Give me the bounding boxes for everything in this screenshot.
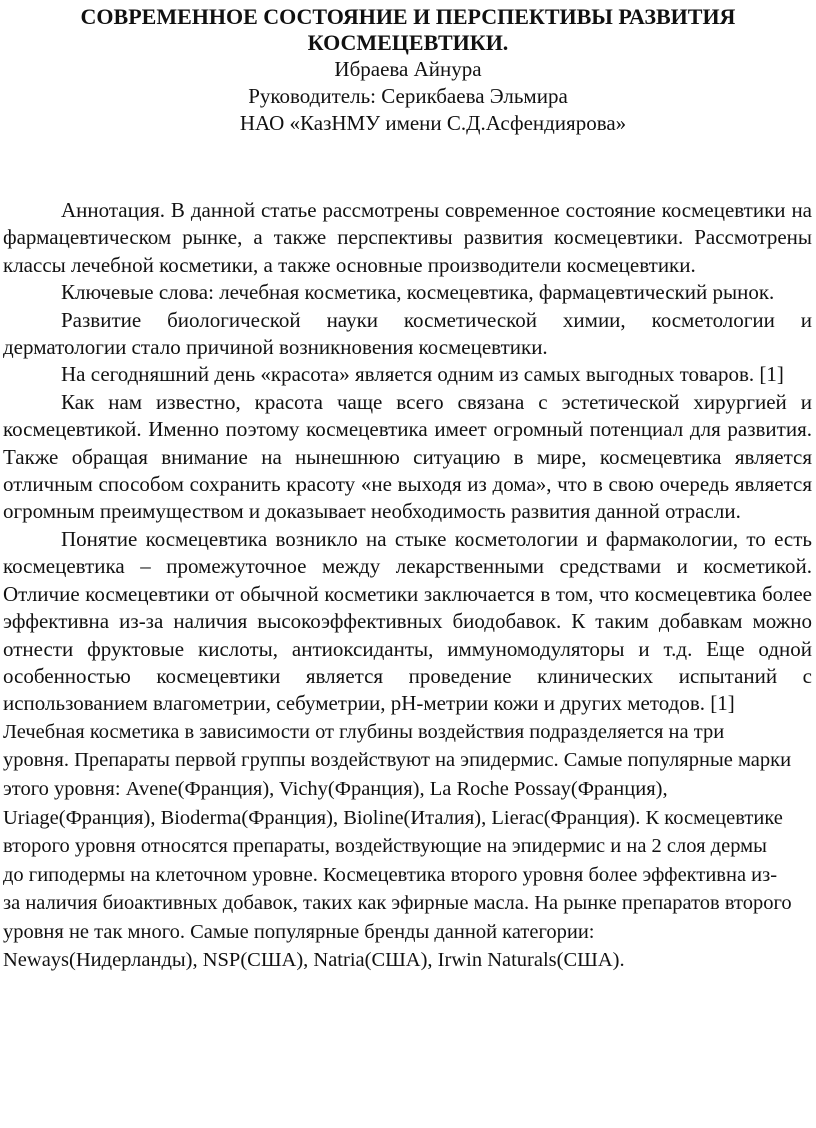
organization-name: НАО «КазНМУ имени С.Д.Асфендиярова»: [239, 111, 627, 135]
advisor-name: Руководитель: Серикбаева Эльмира: [248, 84, 568, 108]
author-name: Ибраева Айнура: [334, 57, 482, 81]
article-meta: [0, 56, 816, 137]
paragraph-levels: Лечебная косметика в зависимости от глубины воздействия подразделяется на три уровня. Препараты первой группы воздействуют на эпидермис. Самые популярные марки этого уровня: Avene(Франция), Vichy(Франция), La Roche Possay(Франция), Uriage(Франция), Bioderma(Франция), Bioline(Италия), Lierac(Франция). К космецевтике второго уровня относятся препараты, воздействующие на эпидермис и на 2 слоя дермы до гиподермы на клеточном уровне. Космецевтика второго уровня более эффективна из-за наличия биоактивных добавок, таких как эфирные масла. На рынке препаратов второго уровня не так много. Самые популярные бренды данной категории: Neways(Нидерланды), NSP(США), Natria(США), Irwin Naturals(США).: [3, 720, 792, 972]
paragraph-potential: Как нам известно, красота чаще всего связана с эстетической хирургией и космецевтикой. Именно поэтому космецевтика имеет огромный потенциал для развития. Также обращая внимание на нынешнюю ситуацию в мире, космецевтика является отличным способом сохранить красоту «не выходя из дома», что в свою очередь является огромным преимуществом и доказывает необходимость развития данной отрасли.: [3, 389, 812, 524]
article-title-line-2: КОСМЕЦЕВТИКИ.: [307, 30, 509, 55]
paragraph-origin: Развитие биологической науки косметической химии, косметологии и дерматологии стало причиной возникновения космецевтики.: [3, 307, 812, 360]
article-title-line-1: СОВРЕМЕННОЕ СОСТОЯНИЕ И ПЕРСПЕКТИВЫ РАЗВИТИЯ: [80, 4, 736, 29]
article-title: [40, 4, 776, 56]
paragraph-beauty: На сегодняшний день «красота» является одним из самых выгодных товаров. [1]: [61, 362, 784, 387]
spacer: [0, 137, 816, 197]
article-body: [3, 197, 812, 975]
paragraph-definition: Понятие космецевтика возникло на стыке косметологии и фармакологии, то есть космецевтика – промежуточное между лекарственными средствами и косметикой. Отличие космецевтики от обычной косметики заключается в том, что космецевтика более эффективна из-за наличия высокоэффективных биодобавок. К таким добавкам можно отнести фруктовые кислоты, антиоксиданты, иммуномодуляторы и т.д. Еще одной особенностью космецевтики является проведение клинических испытаний с использованием влагометрии, себуметрии, pH-метрии кожи и других методов. [1]: [3, 526, 812, 716]
paragraph-keywords: Ключевые слова: лечебная косметика, космецевтика, фармацевтический рынок.: [61, 280, 775, 305]
paragraph-abstract: Аннотация. В данной статье рассмотрены современное состояние космецевтики на фармацевтическом рынке, а также перспективы развития космецевтики. Рассмотрены классы лечебной косметики, а также основные производители космецевтики.: [3, 198, 812, 277]
